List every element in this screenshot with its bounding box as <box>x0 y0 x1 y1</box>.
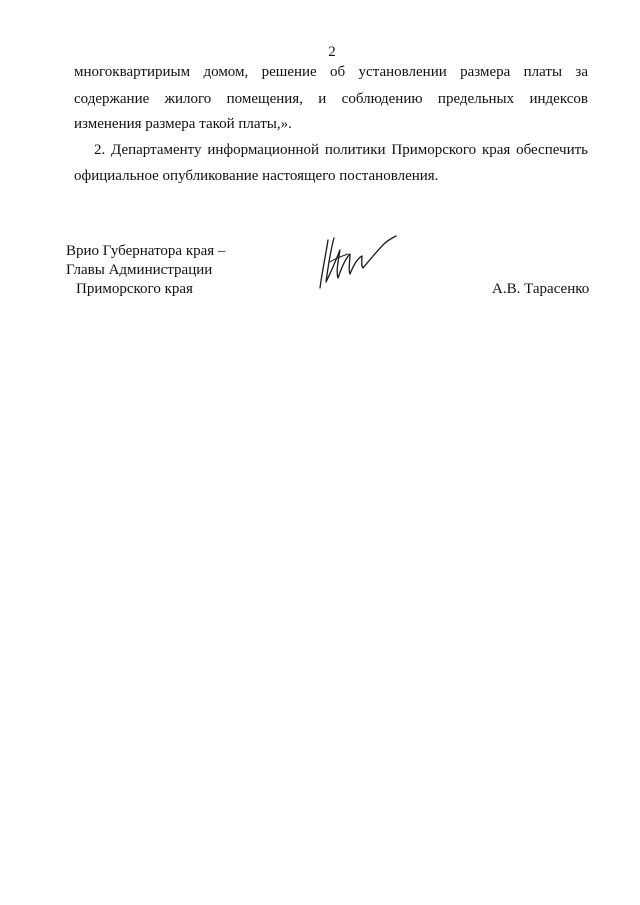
signatory-title-line-1: Врио Губернатора края – <box>66 243 226 259</box>
body-line-3: изменения размера такой платы,». <box>74 116 292 132</box>
handwritten-signature-icon <box>314 232 404 292</box>
body-line-1: многоквартириым домом, решение об установлении размера платы за <box>74 64 588 80</box>
signatory-title-line-2: Главы Администрации <box>66 262 213 278</box>
signatory-title-line-3: Приморского края <box>76 281 193 297</box>
page-number: 2 <box>328 44 336 60</box>
body-line-5: официальное опубликование настоящего постановления. <box>74 168 439 184</box>
body-line-4: 2. Департаменту информационной политики Приморского края обеспечить <box>94 142 588 158</box>
signatory-name: А.В. Тарасенко <box>492 281 590 297</box>
body-line-2: содержание жилого помещения, и соблюдению предельных индексов <box>74 91 588 107</box>
